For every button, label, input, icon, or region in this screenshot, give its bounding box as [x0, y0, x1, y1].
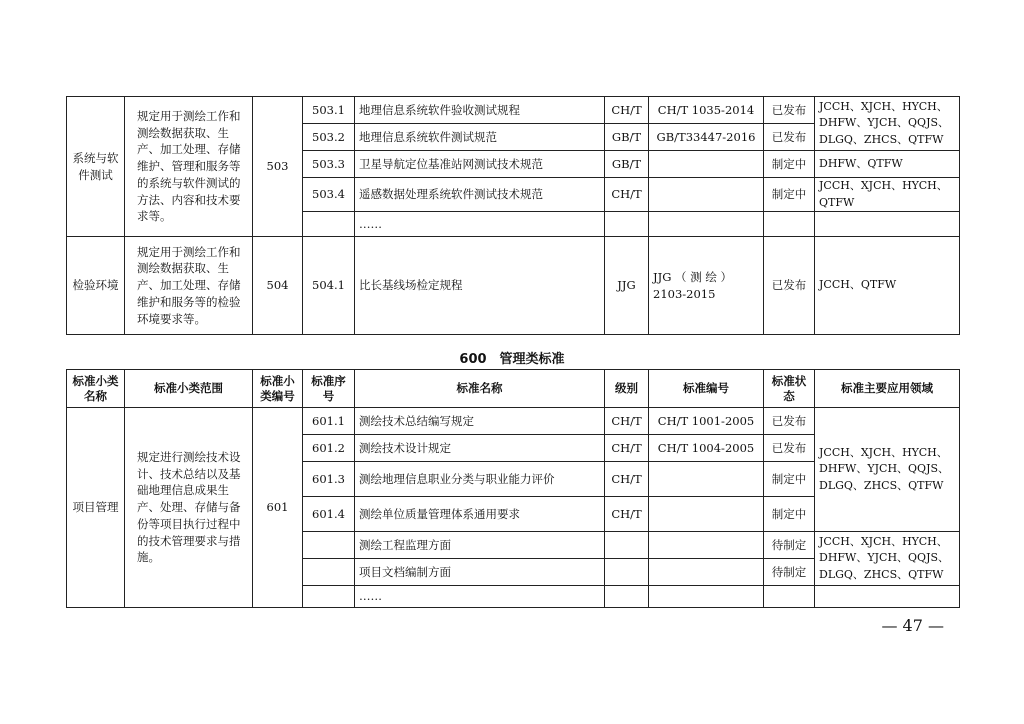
application-fields — [815, 586, 960, 608]
standard-seq: 601.4 — [303, 497, 355, 532]
header-level: 级别 — [605, 370, 649, 408]
header-seq: 标准序号 — [303, 370, 355, 408]
standard-level: CH/T — [605, 462, 649, 497]
standard-title: …… — [355, 586, 605, 608]
table-row — [67, 237, 960, 335]
standard-status: 已发布 — [764, 97, 815, 124]
standard-number — [649, 462, 764, 497]
standard-title: 地理信息系统软件验收测试规程 — [355, 97, 605, 124]
standard-status: 已发布 — [764, 237, 815, 335]
category-code: 601 — [253, 408, 303, 608]
standard-title: 地理信息系统软件测试规范 — [355, 124, 605, 151]
standard-number: GB/T33447-2016 — [649, 124, 764, 151]
standard-level: CH/T — [605, 497, 649, 532]
header-apps: 标准主要应用领域 — [815, 370, 960, 408]
standard-status: 制定中 — [764, 178, 815, 212]
standard-level — [605, 532, 649, 559]
category-code: 503 — [253, 97, 303, 237]
category-name: 检验环境 — [67, 237, 125, 335]
standard-status: 制定中 — [764, 497, 815, 532]
standard-number: CH/T 1035-2014 — [649, 97, 764, 124]
section-title: 600 管理类标准 — [459, 352, 565, 367]
category-scope: 规定用于测绘工作和测绘数据获取、生产、加工处理、存储维护和服务等的检验环境要求等。 — [125, 237, 253, 335]
standard-status: 待制定 — [764, 532, 815, 559]
category-scope: 规定用于测绘工作和测绘数据获取、生产、加工处理、存储维护、管理和服务等的系统与软件测试的方法、内容和技术要求等。 — [125, 97, 253, 237]
application-fields: JCCH、XJCH、HYCH、DHFW、YJCH、QQJS、DLGQ、ZHCS、QTFW — [815, 97, 960, 151]
standard-number: CH/T 1001-2005 — [649, 408, 764, 435]
standard-seq: 601.2 — [303, 435, 355, 462]
standard-title: 卫星导航定位基准站网测试技术规范 — [355, 151, 605, 178]
standard-title: 遥感数据处理系统软件测试技术规范 — [355, 178, 605, 212]
standard-number — [649, 532, 764, 559]
standard-number — [649, 178, 764, 212]
page-number: — 47 — — [881, 616, 944, 635]
standard-level: GB/T — [605, 124, 649, 151]
standard-seq — [303, 532, 355, 559]
standard-seq: 503.1 — [303, 97, 355, 124]
standard-title: 测绘工程监理方面 — [355, 532, 605, 559]
standard-status: 制定中 — [764, 151, 815, 178]
standard-title: 项目文档编制方面 — [355, 559, 605, 586]
standard-number — [649, 151, 764, 178]
application-fields: JCCH、XJCH、HYCH、DHFW、YJCH、QQJS、DLGQ、ZHCS、QTFW — [815, 532, 960, 586]
standard-title: 比长基线场检定规程 — [355, 237, 605, 335]
standards-table-600 — [66, 369, 960, 608]
application-fields: JCCH、XJCH、HYCH、DHFW、YJCH、QQJS、DLGQ、ZHCS、QTFW — [815, 408, 960, 532]
standard-level: CH/T — [605, 178, 649, 212]
standard-level — [605, 586, 649, 608]
application-fields: DHFW、QTFW — [815, 151, 960, 178]
header-category-code: 标准小类编号 — [253, 370, 303, 408]
standard-level: CH/T — [605, 97, 649, 124]
standard-title: 测绘地理信息职业分类与职业能力评价 — [355, 462, 605, 497]
standard-level — [605, 212, 649, 237]
standard-level: CH/T — [605, 435, 649, 462]
standard-level: GB/T — [605, 151, 649, 178]
standard-number — [649, 212, 764, 237]
standard-seq: 601.3 — [303, 462, 355, 497]
application-fields — [815, 212, 960, 237]
standard-status — [764, 586, 815, 608]
standard-seq: 503.4 — [303, 178, 355, 212]
standard-status: 制定中 — [764, 462, 815, 497]
standard-status: 已发布 — [764, 435, 815, 462]
standard-title: 测绘单位质量管理体系通用要求 — [355, 497, 605, 532]
table-row — [67, 408, 960, 435]
header-category-name: 标准小类名称 — [67, 370, 125, 408]
application-fields: JCCH、QTFW — [815, 237, 960, 335]
standard-seq — [303, 559, 355, 586]
standard-title: 测绘技术总结编写规定 — [355, 408, 605, 435]
standard-level: JJG — [605, 237, 649, 335]
standard-number: CH/T 1004-2005 — [649, 435, 764, 462]
standard-number — [649, 497, 764, 532]
standard-level: CH/T — [605, 408, 649, 435]
standard-seq: 601.1 — [303, 408, 355, 435]
category-name: 项目管理 — [67, 408, 125, 608]
standard-status: 已发布 — [764, 408, 815, 435]
standard-status: 已发布 — [764, 124, 815, 151]
standard-level — [605, 559, 649, 586]
header-number: 标准编号 — [649, 370, 764, 408]
category-code: 504 — [253, 237, 303, 335]
standard-seq — [303, 586, 355, 608]
category-name: 系统与软件测试 — [67, 97, 125, 237]
table-header-row — [67, 370, 960, 408]
standard-number: JJG （ 测 绘 ） 2103-2015 — [649, 237, 764, 335]
category-scope: 规定进行测绘技术设计、技术总结以及基础地理信息成果生产、处理、存储与备份等项目执行过程中的技术管理要求与措施。 — [125, 408, 253, 608]
standard-seq — [303, 212, 355, 237]
standards-table-500 — [66, 96, 960, 335]
standard-number — [649, 559, 764, 586]
standard-seq: 504.1 — [303, 237, 355, 335]
standard-seq: 503.3 — [303, 151, 355, 178]
header-status: 标准状态 — [764, 370, 815, 408]
standard-number — [649, 586, 764, 608]
application-fields: JCCH、XJCH、HYCH、QTFW — [815, 178, 960, 212]
standard-status: 待制定 — [764, 559, 815, 586]
header-category-scope: 标准小类范围 — [125, 370, 253, 408]
table-row — [67, 97, 960, 124]
standard-status — [764, 212, 815, 237]
standard-seq: 503.2 — [303, 124, 355, 151]
header-title: 标准名称 — [355, 370, 605, 408]
standard-title: …… — [355, 212, 605, 237]
standard-title: 测绘技术设计规定 — [355, 435, 605, 462]
